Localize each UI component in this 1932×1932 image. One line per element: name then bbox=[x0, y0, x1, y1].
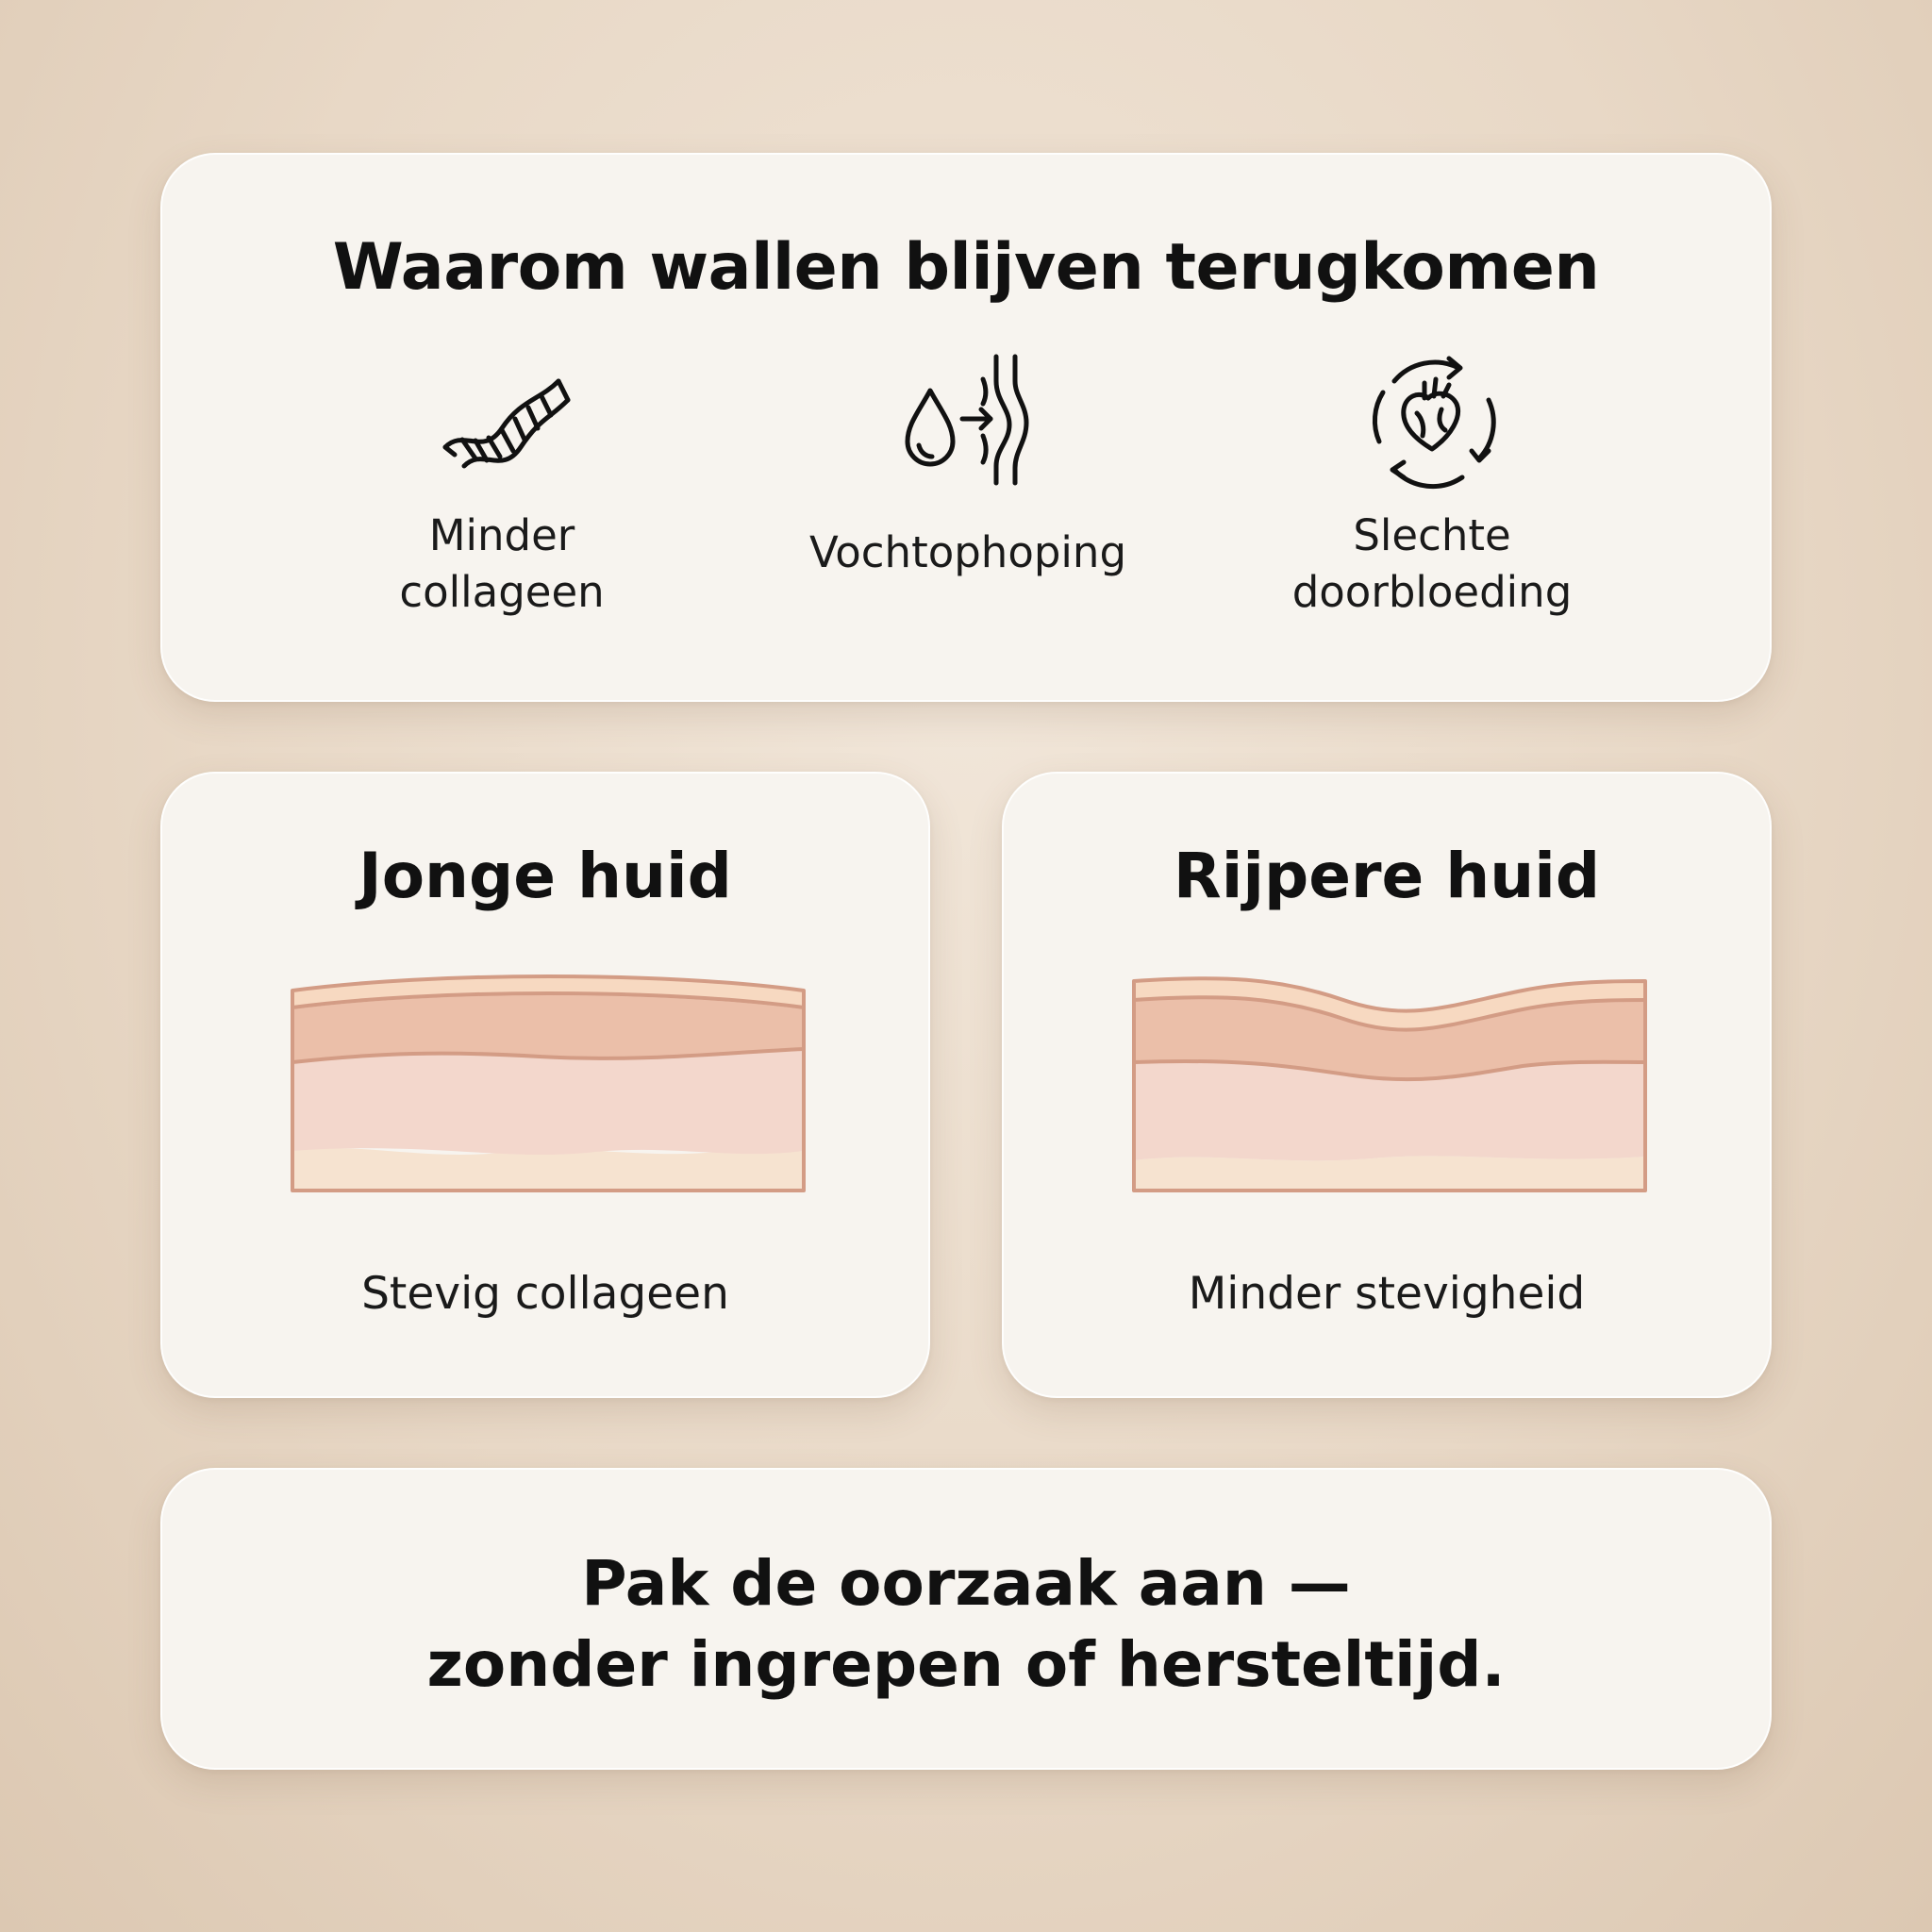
young-skin-title: Jonge huid bbox=[358, 840, 732, 912]
page-title: Waarom wallen blijven terugkomen bbox=[332, 230, 1600, 305]
mature-skin-illustration bbox=[1126, 972, 1655, 1198]
factor-label: Vochtophoping bbox=[808, 527, 1127, 577]
water-drop-retention-icon bbox=[892, 343, 1043, 494]
dna-icon bbox=[426, 343, 577, 494]
cta-line-1: Pak de oorzaak aan — bbox=[581, 1547, 1351, 1620]
cta-text bbox=[162, 1543, 1770, 1706]
heart-circulation-icon bbox=[1357, 343, 1507, 494]
factor-fluid-retention bbox=[770, 343, 1166, 581]
young-skin-caption: Stevig collageen bbox=[361, 1268, 729, 1320]
mature-skin-card bbox=[1002, 772, 1772, 1398]
factor-label: Minder collageen bbox=[399, 510, 605, 617]
skin-layer-lower bbox=[292, 1049, 804, 1155]
mature-skin-title: Rijpere huid bbox=[1173, 840, 1601, 912]
skin-layer-base bbox=[1134, 1156, 1645, 1191]
causes-card bbox=[160, 153, 1772, 702]
factor-less-collagen bbox=[304, 343, 700, 621]
factor-poor-circulation bbox=[1234, 343, 1630, 621]
cta-card bbox=[160, 1468, 1772, 1770]
cta-line-2: zonder ingrepen of hersteltijd. bbox=[426, 1628, 1506, 1701]
young-skin-illustration bbox=[285, 972, 813, 1198]
young-skin-card bbox=[160, 772, 930, 1398]
factor-label: Slechte doorbloeding bbox=[1291, 510, 1573, 617]
mature-skin-caption: Minder stevigheid bbox=[1188, 1268, 1586, 1320]
